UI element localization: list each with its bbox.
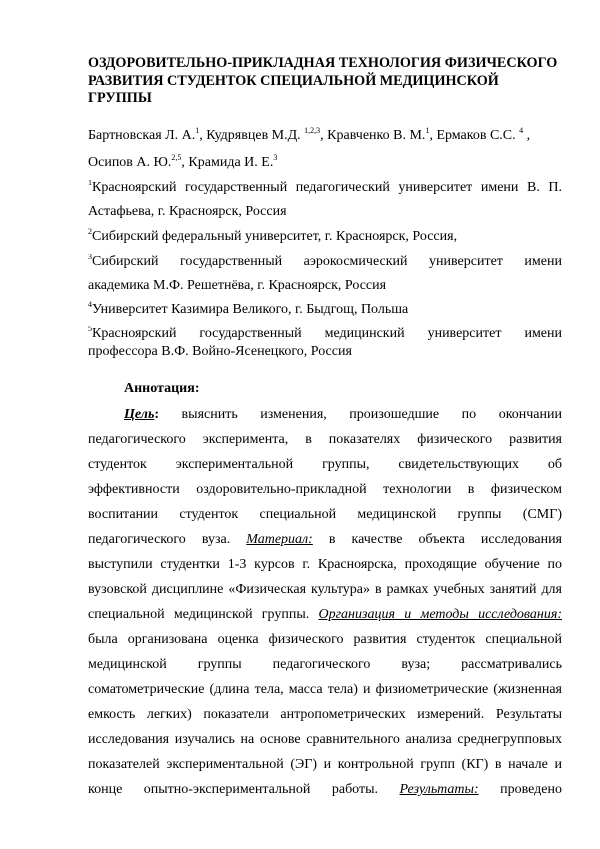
affiliation-1-line-1 <box>88 180 562 196</box>
abstract-text: в качестве объекта исследования <box>328 532 562 547</box>
abstract-line-1 <box>124 407 562 423</box>
author-name: Ермаков С.С. <box>436 128 516 143</box>
results-label: Результаты: <box>399 782 479 797</box>
abstract-line-16 <box>88 782 562 798</box>
abstract-line-7: выступили студентки 1-3 курсов г. Красноярска, проходящие обучение по <box>88 557 562 572</box>
affiliation-1-line-2: Астафьева, г. Красноярск, Россия <box>88 204 287 219</box>
author-name: Кудрявцев М.Д. <box>206 128 301 143</box>
author-name: Крамида И. Е. <box>188 155 274 170</box>
author-sup: 1 <box>425 126 430 135</box>
affiliation-5-line-2: профессора В.Ф. Войно-Ясенецкого, Россия <box>88 344 352 359</box>
material-label: Материал: <box>246 532 313 547</box>
abstract-text: специальной медицинской группы. <box>88 607 310 622</box>
authors-line-1: Бартновская Л. А.$^1$, Кудрявцев М.Д. $^{1,2,3}$, Кравченко В. М.$^1$, Ермаков С.С. $^4$ , <box>88 126 531 143</box>
abstract-text: конце опытно-экспериментальной работы. <box>88 782 379 797</box>
affiliation-3-line-1 <box>88 254 562 270</box>
affiliation-4 <box>88 302 562 318</box>
author-name: Бартновская Л. А. <box>88 128 196 143</box>
goal-colon: : <box>154 407 160 422</box>
abstract-line-11: медицинской группы педагогического вуза; рассматривались <box>88 657 562 672</box>
abstract-line-3: студенток экспериментальной группы, свидетельствующих об <box>88 457 562 472</box>
affiliation-text: Университет Казимира Великого, г. Быдгощ, Польша <box>92 302 409 317</box>
abstract-text: проведено <box>500 782 562 797</box>
abstract-line-14: исследования изучались на основе сравнительного анализа среднегрупповых <box>88 732 562 747</box>
abstract-line-6 <box>88 532 562 548</box>
author-name: Кравченко В. М. <box>327 128 426 143</box>
abstract-line-8: вузовской дисциплине «Физическая культура» в рамках учебных занятий для <box>88 582 562 597</box>
affiliation-num: 3 <box>88 254 92 261</box>
affiliation-num: 2 <box>88 227 92 236</box>
author-sup: 3 <box>273 153 278 162</box>
paper-title: ОЗДОРОВИТЕЛЬНО-ПРИКЛАДНАЯ ТЕХНОЛОГИЯ ФИЗИЧЕСКОГО РАЗВИТИЯ СТУДЕНТОК СПЕЦИАЛЬНОЙ МЕДИЦИНСКОЙ ГРУППЫ <box>88 55 558 106</box>
authors-line-2: Осипов А. Ю.$^{2,5}$, Крамида И. Е.$^3$ <box>88 153 278 170</box>
abstract-line-4: эффективности оздоровительно-прикладной технологии в физическом <box>88 482 562 497</box>
author-sup: 1 <box>195 126 200 135</box>
affiliation-text: Сибирский государственный аэрокосмический университет имени <box>92 254 562 269</box>
affiliation-2 <box>88 229 562 245</box>
abstract-line-13: емкость легких) показатели антропометрических измерений. Результаты <box>88 707 562 722</box>
abstract-text: выяснить изменения, произошедшие по окончании <box>181 407 562 422</box>
abstract-line-10: была организована оценка физического развития студенток специальной <box>88 632 562 647</box>
methods-label: Организация и методы исследования: <box>318 607 562 622</box>
abstract-line-2: педагогического эксперимента, в показателях физического развития <box>88 432 562 447</box>
affiliation-num: 1 <box>88 180 92 187</box>
affiliation-text: Красноярский государственный педагогический университет имени В. П. <box>92 180 562 195</box>
abstract-heading: Аннотация: <box>124 381 200 396</box>
author-sup: 4 <box>519 126 524 135</box>
affiliation-num: 5 <box>88 326 92 333</box>
abstract-line-5: воспитании студенток специальной медицинской группы (СМГ) <box>88 507 562 522</box>
affiliation-text: Сибирский федеральный университет, г. Красноярск, Россия, <box>92 229 458 244</box>
abstract-line-12: соматометрические (длина тела, масса тела) и физиометрические (жизненная <box>88 682 562 697</box>
author-sup: 2,5 <box>171 153 182 162</box>
affiliation-num: 4 <box>88 300 92 309</box>
affiliation-5-line-1 <box>88 326 562 342</box>
affiliation-text: Красноярский государственный медицинский университет имени <box>92 326 562 341</box>
affiliation-3-line-2: академика М.Ф. Решетнёва, г. Красноярск, Россия <box>88 278 387 293</box>
abstract-line-15: показателей экспериментальной (ЭГ) и контрольной групп (КГ) в начале и <box>88 757 562 772</box>
goal-label: Цель <box>124 407 155 422</box>
abstract-line-9 <box>88 607 562 623</box>
author-sup: 1,2,3 <box>304 126 321 135</box>
abstract-text: педагогического вуза. <box>88 532 231 547</box>
author-name: Осипов А. Ю. <box>88 155 172 170</box>
